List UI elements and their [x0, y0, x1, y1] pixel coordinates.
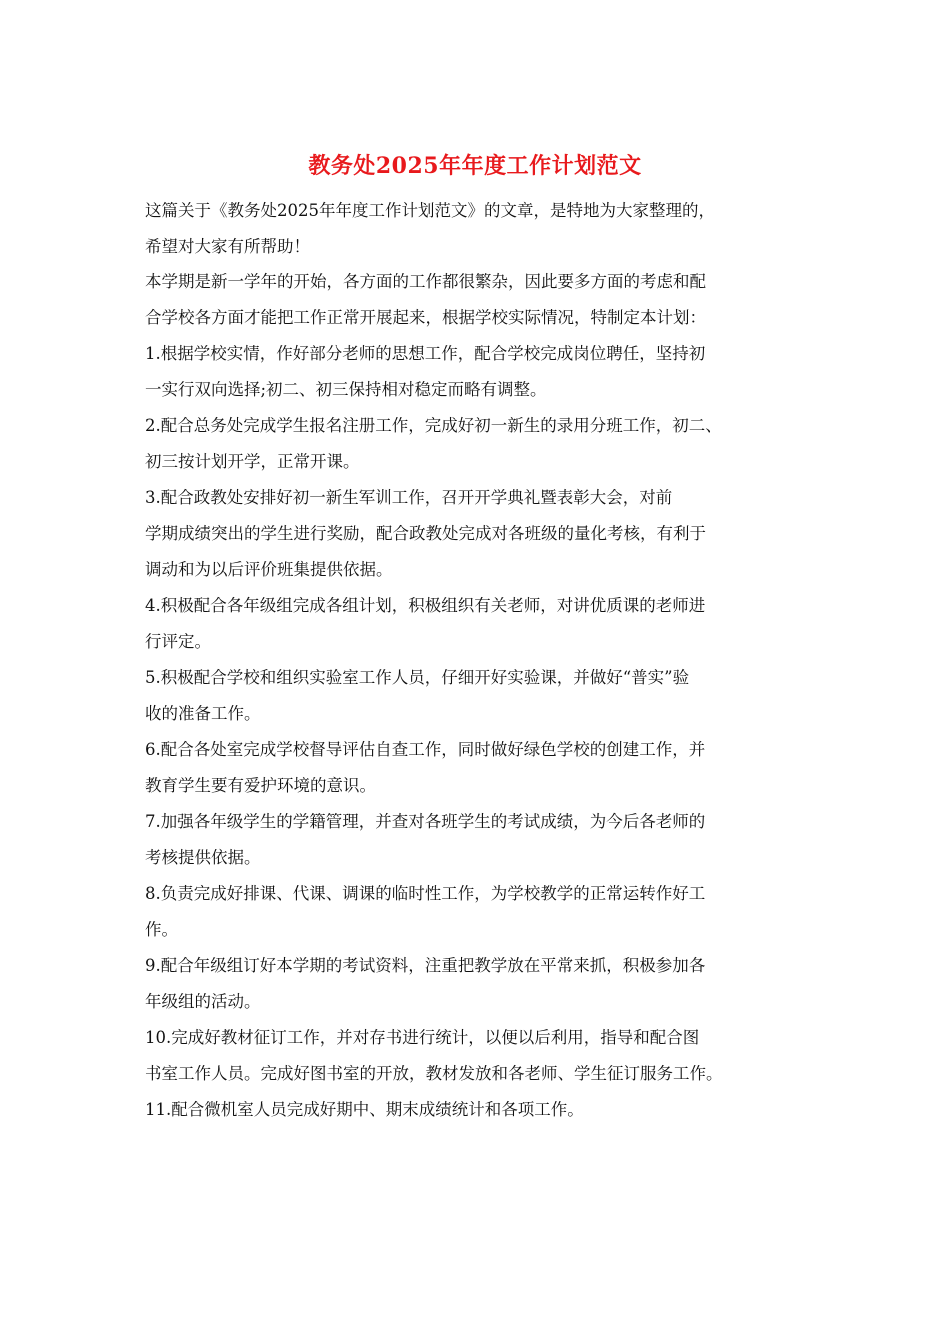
list-item-8-line-1: 8.负责完成好排课、代课、调课的临时性工作，为学校教学的正常运转作好工: [145, 884, 706, 903]
list-item-5-line-1: 5.积极配合学校和组织实验室工作人员，仔细开好实验课，并做好“普实”验: [145, 668, 690, 687]
list-item-10-line-2: 书室工作人员。完成好图书室的开放，教材发放和各老师、学生征订服务工作。: [145, 1064, 723, 1083]
list-item-2-line-2: 初三按计划开学，正常开课。: [145, 452, 360, 471]
intro-line-2: 希望对大家有所帮助！: [145, 237, 310, 256]
list-item-9-line-2: 年级组的活动。: [145, 992, 261, 1011]
list-item-3-line-2: 学期成绩突出的学生进行奖励，配合政教处完成对各班级的量化考核，有利于: [145, 524, 706, 543]
list-item-4-line-1: 4.积极配合各年级组完成各组计划，积极组织有关老师，对讲优质课的老师进: [145, 596, 706, 615]
list-item-2-line-1: 2.配合总务处完成学生报名注册工作，完成好初一新生的录用分班工作，初二、: [145, 416, 722, 435]
list-item-9-line-1: 9.配合年级组订好本学期的考试资料，注重把教学放在平常来抓，积极参加各: [145, 956, 706, 975]
list-item-4-line-2: 行评定。: [145, 632, 211, 651]
list-item-11-line-1: 11.配合微机室人员完成好期中、期末成绩统计和各项工作。: [145, 1100, 584, 1119]
list-item-6-line-1: 6.配合各处室完成学校督导评估自查工作，同时做好绿色学校的创建工作，并: [145, 740, 706, 759]
paragraph-line: 本学期是新一学年的开始，各方面的工作都很繁杂，因此要多方面的考虑和配: [145, 272, 706, 291]
list-item-3-line-3: 调动和为以后评价班集提供依据。: [145, 560, 393, 579]
list-item-6-line-2: 教育学生要有爱护环境的意识。: [145, 776, 376, 795]
intro-line-1: 这篇关于《教务处2025年年度工作计划范文》的文章，是特地为大家整理的，: [145, 201, 715, 220]
list-item-1-line-1: 1.根据学校实情，作好部分老师的思想工作，配合学校完成岗位聘任，坚持初: [145, 344, 706, 363]
list-item-8-line-2: 作。: [145, 920, 178, 939]
list-item-1-line-2: 一实行双向选择;初二、初三保持相对稳定而略有调整。: [145, 380, 547, 399]
list-item-7-line-1: 7.加强各年级学生的学籍管理，并查对各班学生的考试成绩，为今后各老师的: [145, 812, 706, 831]
list-item-5-line-2: 收的准备工作。: [145, 704, 261, 723]
list-item-7-line-2: 考核提供依据。: [145, 848, 261, 867]
paragraph-line: 合学校各方面才能把工作正常开展起来，根据学校实际情况，特制定本计划：: [145, 308, 706, 327]
list-item-10-line-1: 10.完成好教材征订工作，并对存书进行统计，以便以后利用，指导和配合图: [145, 1028, 700, 1047]
list-item-3-line-1: 3.配合政教处安排好初一新生军训工作，召开开学典礼暨表彰大会，对前: [145, 488, 673, 507]
document-title: 教务处2025年年度工作计划范文: [308, 153, 642, 179]
